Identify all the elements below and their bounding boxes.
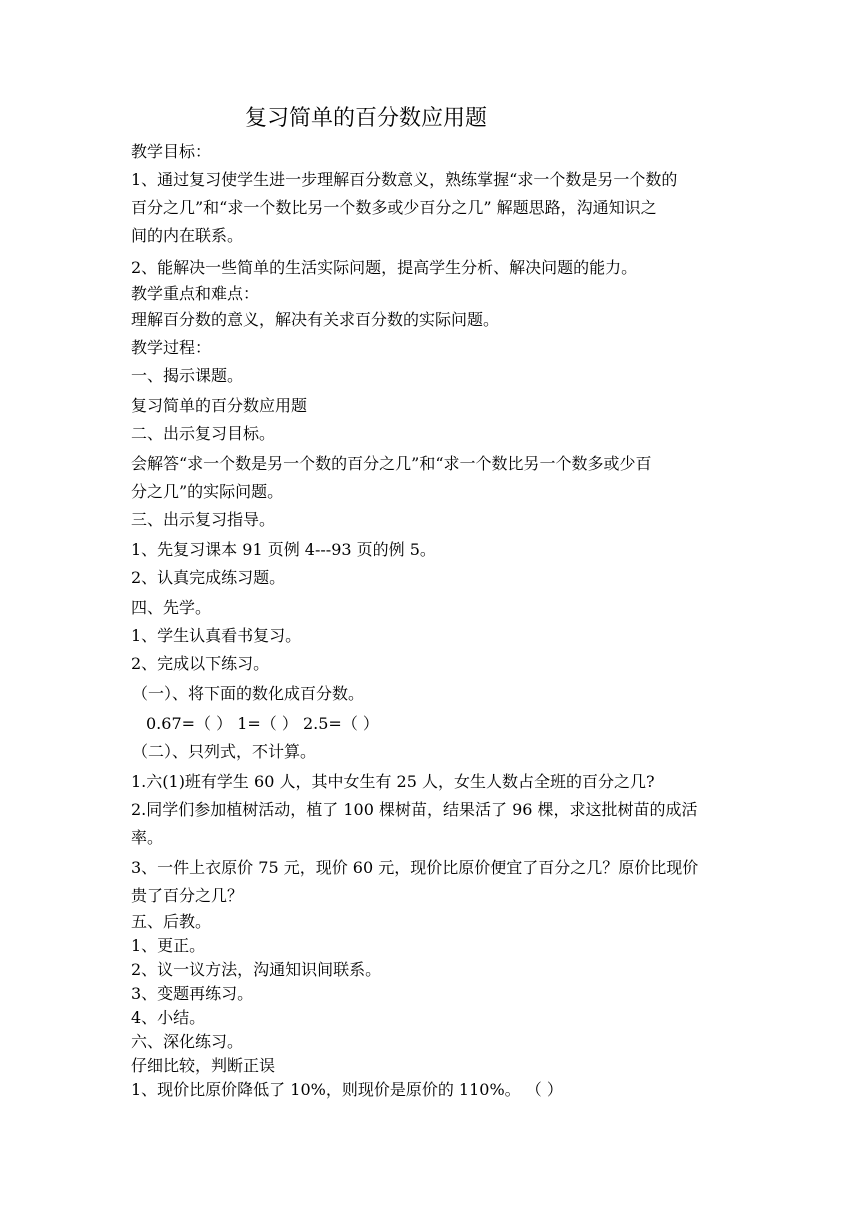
doc-line: 仔细比较，判断正误 <box>131 1056 276 1075</box>
doc-line: （一）、将下面的数化成百分数。 <box>132 684 365 703</box>
doc-line: 2、完成以下练习。 <box>131 654 270 673</box>
doc-line: 五、后教。 <box>131 912 212 931</box>
doc-line: 四、先学。 <box>131 598 212 617</box>
doc-line: 会解答“求一个数是另一个数的百分之几”和“求一个数比另一个数多或少百 <box>131 454 652 473</box>
doc-line: 间的内在联系。 <box>131 226 244 245</box>
doc-line: 0.67=（ ） 1=（ ） 2.5=（ ） <box>146 714 379 733</box>
doc-line: 3、一件上衣原价 75 元，现价 60 元，现价比原价便宜了百分之几？原价比现价 <box>131 858 699 877</box>
doc-line: 1、更正。 <box>131 936 206 955</box>
doc-line: 六、深化练习。 <box>131 1032 244 1051</box>
doc-line: 1、先复习课本 91 页例 4---93 页的例 5。 <box>131 540 436 559</box>
doc-line: 2、能解决一些简单的生活实际问题，提高学生分析、解决问题的能力。 <box>131 258 638 277</box>
doc-line: 复习简单的百分数应用题 <box>131 396 308 415</box>
doc-line: 贵了百分之几？ <box>131 886 244 905</box>
doc-line: 二、出示复习目标。 <box>131 424 276 443</box>
doc-line: 三、出示复习指导。 <box>131 510 276 529</box>
doc-line: 3、变题再练习。 <box>131 984 254 1003</box>
doc-line: 1.六(1)班有学生 60 人，其中女生有 25 人，女生人数占全班的百分之几? <box>131 772 655 791</box>
doc-line: 率。 <box>131 828 164 847</box>
doc-line: 一、揭示课题。 <box>131 366 244 385</box>
doc-line: 教学目标： <box>131 142 212 161</box>
doc-line: 教学重点和难点： <box>131 284 260 303</box>
doc-line: 理解百分数的意义，解决有关求百分数的实际问题。 <box>131 310 500 329</box>
doc-line: 分之几”的实际问题。 <box>131 482 284 501</box>
doc-line: 4、小结。 <box>131 1008 206 1027</box>
doc-line: 1、通过复习使学生进一步理解百分数意义，熟练掌握“求一个数是另一个数的 <box>131 170 678 189</box>
doc-line: 2.同学们参加植树活动，植了 100 棵树苗，结果活了 96 棵，求这批树苗的成活 <box>131 800 698 819</box>
doc-line: 2、认真完成练习题。 <box>131 568 286 587</box>
doc-line: （二）、只列式，不计算。 <box>132 742 317 761</box>
doc-line: 2、议一议方法，沟通知识间联系。 <box>131 960 382 979</box>
doc-line: 1、学生认真看书复习。 <box>131 626 302 645</box>
page-title: 复习简单的百分数应用题 <box>245 106 488 131</box>
doc-line: 百分之几”和“求一个数比另一个数多或少百分之几” 解题思路，沟通知识之 <box>131 198 657 217</box>
doc-line: 教学过程： <box>131 338 212 357</box>
doc-line: 1、现价比原价降低了 10%，则现价是原价的 110%。 （ ） <box>131 1080 563 1099</box>
